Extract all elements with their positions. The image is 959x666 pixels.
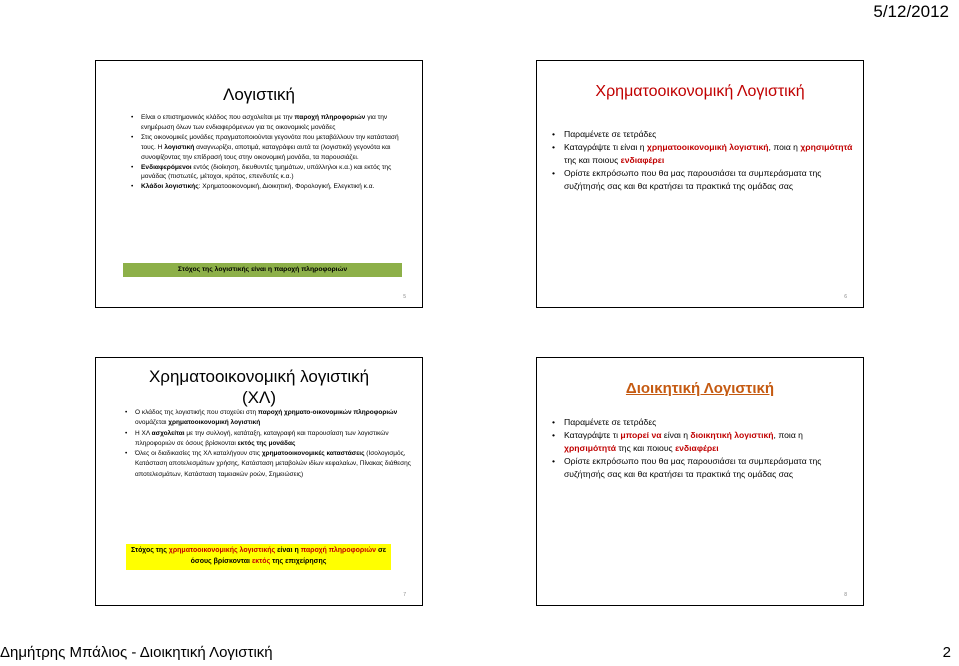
bullet-item [564,167,854,193]
text-run: ασχολείται [151,429,185,437]
text-run: Κλάδοι λογιστικής [141,183,199,191]
text-run: ενδιαφέρει [675,443,719,453]
footer-author: Δημήτρης Μπάλιος - Διοικητική Λογιστική [0,644,273,661]
bullet-item [564,429,854,455]
slide-number: 8 [844,592,847,598]
text-run: , ποια η [773,430,803,440]
text-run: χρησιμότητά [564,443,617,453]
text-run: Παραμένετε σε τετράδες [564,417,657,427]
text-run: εκτός [251,557,271,565]
bullet-item [564,416,854,429]
bullet-list [564,416,854,481]
text-run: σε όσους βρίσκονται [190,547,387,565]
slide-title-line1: Χρηματοοικονομική λογιστική [148,367,370,386]
text-run: Η ΧΛ [135,429,152,437]
text-run: Ενδιαφερόμενοι [141,163,192,171]
print-date: 5/12/2012 [873,2,949,21]
goal-banner [126,544,391,570]
text-run: χρηματοοικονομικής λογιστικής [168,547,276,554]
text-run: Ο κλάδος της λογιστικής που στοχεύει στη [135,409,258,416]
text-run: Καταγράψτε τι [564,430,621,440]
slide-number: 6 [844,294,847,300]
text-run: Στόχος της λογιστικής είναι η παροχή πληροφοριών [177,266,348,273]
bullet-list [564,128,854,193]
slide-6 [536,60,864,308]
text-run: χρηματοοικονομικές καταστάσεις [261,450,365,458]
text-run: διοικητική λογιστική [690,430,774,440]
text-run: παροχή χρηματο-οικονομικών πληροφοριών [257,409,398,416]
text-run: εκτός της μονάδας [237,439,296,447]
bullet-item [564,455,854,481]
text-run: για την ενημέρωση όλων των ενδιαφερόμενων για τις οικονομικές μονάδες [141,114,388,131]
bullet-item [564,128,854,141]
bullet-item [141,163,399,183]
slide-8 [536,357,864,606]
text-run: Στόχος της [130,547,169,554]
text-run: είναι η [275,547,301,554]
bullet-item [141,113,399,133]
goal-banner [123,263,402,277]
footer-page-number: 2 [942,644,951,661]
text-run: χρηματοοικονομική λογιστική [646,142,769,152]
text-run: Ορίστε εκπρόσωπο που θα μας παρουσιάσει τα συμπεράσματα της συζήτησής σας και θα κρατήσει τα πρακτικά της ομάδας σας [564,456,822,479]
text-run: Ορίστε εκπρόσωπο που θα μας παρουσιάσει τα συμπεράσματα της συζήτησής σας και θα κρατήσει τα πρακτικά της ομάδας σας [564,168,822,191]
text-run: παροχή πληροφοριών [294,114,366,121]
bullet-list [141,113,399,192]
text-run: (Ισολογισμός, Κατάσταση αποτελεσμάτων χρήσης, Κατάσταση μεταβολών ιδίων κεφαλαίων, Πίνακας διάθεσης αποτελεσμάτων, Κατάσταση ταμειακών ροών, Σημειώσεις) [135,450,411,478]
slide-title: Λογιστική [222,85,296,104]
bullet-list [135,408,413,480]
slide-title [96,366,422,408]
text-run: μπορεί να [620,430,662,440]
text-run: : Χρηματοοικονομική, Διοικητική, Φορολογική, Ελεγκτική κ.α. [198,183,375,191]
slide-title-line2: (ΧΛ) [241,388,277,407]
text-run: της και ποιους [616,443,676,453]
text-run: με την συλλογή, κατάταξη, καταγραφή και παρουσίαση των λογιστικών πληροφοριών σε όσους βρίσκονται [135,429,389,447]
text-run: εντός (διοίκηση, διευθυντές τμημάτων, υπάλληλοι κ.α.) και εκτός της μονάδας (πιστωτές, μέτοχοι, κράτος, επενδυτές κ.α.) [141,163,392,181]
slide-5 [95,60,423,308]
text-run: ενδιαφέρει [620,155,665,165]
slide-number: 5 [403,294,406,300]
text-run: ονομάζεται [135,419,169,427]
text-run: Καταγράψτε τι είναι η [564,142,647,152]
text-run: της επιχείρησης [270,557,327,565]
bullet-item [141,133,399,163]
text-run: Στις οικονομικές μονάδες πραγματοποιούνται γεγονότα που μεταβάλλουν την κατάστασή τους. Η [141,133,399,151]
slide-7 [95,357,423,606]
bullet-item [141,182,399,192]
slide-number: 7 [403,592,406,598]
bullet-item [135,449,413,480]
bullet-item [564,141,854,167]
text-run: χρησιμότητά [800,142,853,152]
text-run: , ποια η [768,142,801,152]
bullet-item [135,408,413,429]
text-run: είναι η [661,430,691,440]
text-run: λογιστική [164,143,195,151]
text-run: Παραμένετε σε τετράδες [564,129,657,139]
text-run: Όλες οι διαδικασίες της ΧΛ καταλήγουν στις [135,450,262,458]
text-run: παροχή πληροφοριών [300,547,376,554]
text-run: χρηματοοικονομική λογιστική [168,419,261,427]
text-run: Είναι ο επιστημονικός κλάδος που ασχολείται με την [141,114,295,121]
bullet-item [135,429,413,450]
text-run: της και ποιους [564,155,621,165]
slide-title: Διοικητική Λογιστική [625,380,775,397]
slide-title: Χρηματοοικονομική Λογιστική [595,83,805,100]
text-run: αναγνωρίζει, αποτιμά, καταγράφει αυτά τα (λογιστικά) γεγονότα και συνοψίζοντας την επίδρασή τους στην οικονομική μονάδα, τα παρουσιάζει. [141,143,391,161]
